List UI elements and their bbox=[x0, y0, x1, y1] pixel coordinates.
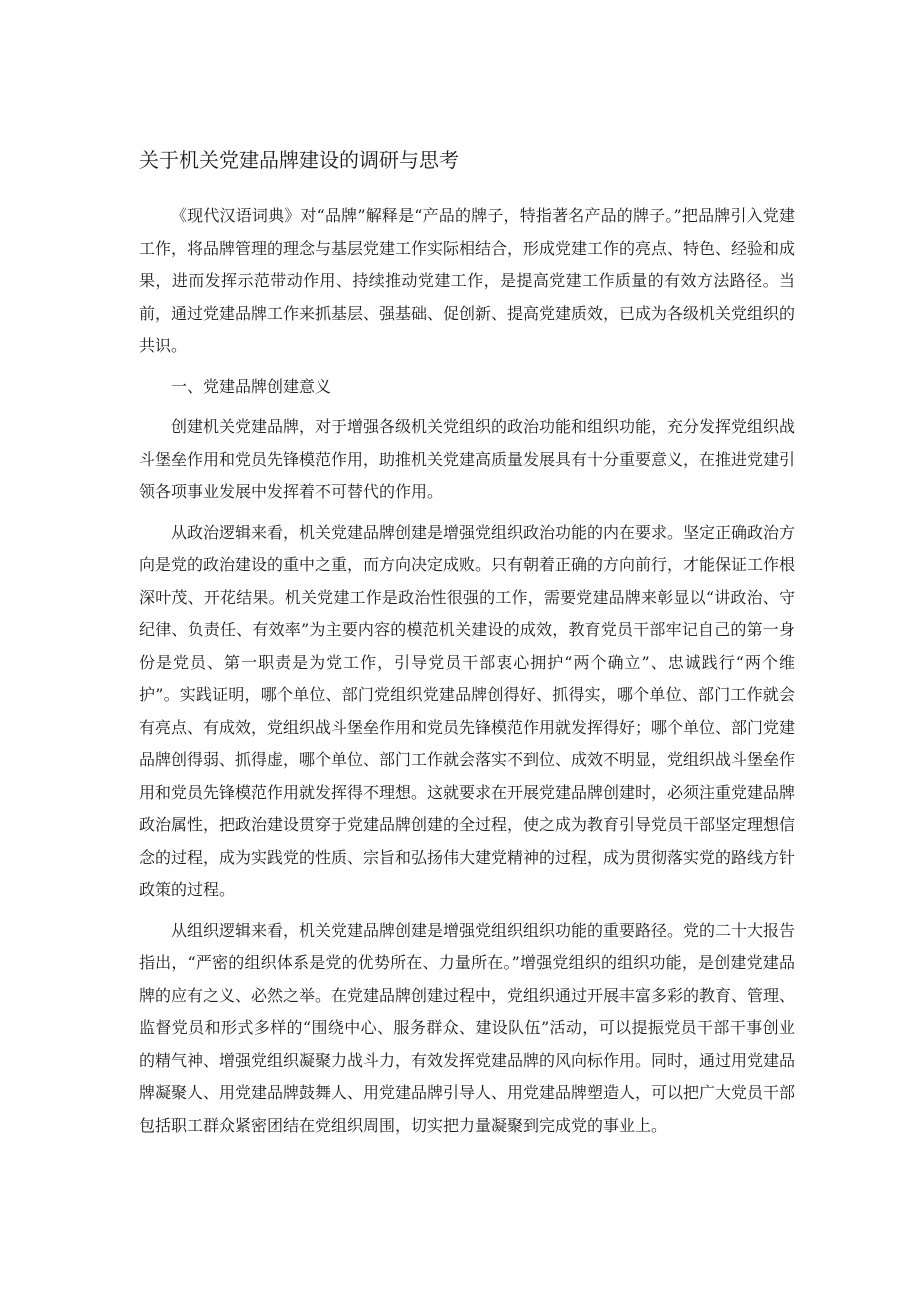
section-heading: 一、党建品牌创建意义 bbox=[171, 376, 332, 396]
body-paragraph: 从组织逻辑来看，机关党建品牌创建是增强党组织组织功能的重要路径。党的二十大报告指出，“严密的组织体系是党的优势所在、力量所在。”增强党组织的组织功能，是创建党建品牌的应有之义、必然之举。在党建品牌创建过程中，党组织通过开展丰富多彩的教育、管理、监督党员和形式多样的“围绕中心、服务群众、建设队伍”活动，可以提振党员干部干事创业的精气神、增强党组织凝聚力战斗力，有效发挥党建品牌的风向标作用。同时，通过用党建品牌凝聚人、用党建品牌鼓舞人、用党建品牌引导人、用党建品牌塑造人，可以把广大党员干部包括职工群众紧密团结在党组织周围，切实把力量凝聚到完成党的事业上。 bbox=[139, 920, 796, 1135]
body-paragraph: 从政治逻辑来看，机关党建品牌创建是增强党组织政治功能的内在要求。坚定正确政治方向是党的政治建设的重中之重，而方向决定成败。只有朝着正确的方向前行，才能保证工作根深叶茂、开花结果。机关党建工作是政治性很强的工作，需要党建品牌来彰显以“讲政治、守纪律、负责任、有效率”为主要内容的模范机关建设的成效，教育党员干部牢记自己的第一身份是党员、第一职责是为党工作，引导党员干部衷心拥护“两个确立”、忠诚践行“两个维护”。实践证明，哪个单位、部门党组织党建品牌创得好、抓得实，哪个单位、部门工作就会有亮点、有成效，党组织战斗堡垒作用和党员先锋模范作用就发挥得好；哪个单位、部门党建品牌创得弱、抓得虚，哪个单位、部门工作就会落实不到位、成效不明显，党组织战斗堡垒作用和党员先锋模范作用就发挥得不理想。这就要求在开展党建品牌创建时，必须注重党建品牌政治属性，把政治建设贯穿于党建品牌创建的全过程，使之成为教育引导党员干部坚定理想信念的过程，成为实践党的性质、宗旨和弘扬伟大建党精神的过程，成为贯彻落实党的路线方针政策的过程。 bbox=[139, 522, 796, 899]
intro-paragraph: 《现代汉语词典》对“品牌”解释是“产品的牌子，特指著名产品的牌子。”把品牌引入党建工作，将品牌管理的理念与基层党建工作实际相结合，形成党建工作的亮点、特色、经验和成果，进而发挥示范带动作用、持续推动党建工作，是提高党建工作质量的有效方法路径。当前，通过党建品牌工作来抓基层、强基础、促创新、提高党建质效，已成为各级机关党组织的共识。 bbox=[139, 206, 796, 355]
document-title: 关于机关党建品牌建设的调研与思考 bbox=[139, 148, 459, 172]
body-paragraph: 创建机关党建品牌，对于增强各级机关党组织的政治功能和组织功能，充分发挥党组织战斗堡垒作用和党员先锋模范作用，助推机关党建高质量发展具有十分重要意义，在推进党建引领各项事业发展中发挥着不可替代的作用。 bbox=[139, 417, 796, 501]
